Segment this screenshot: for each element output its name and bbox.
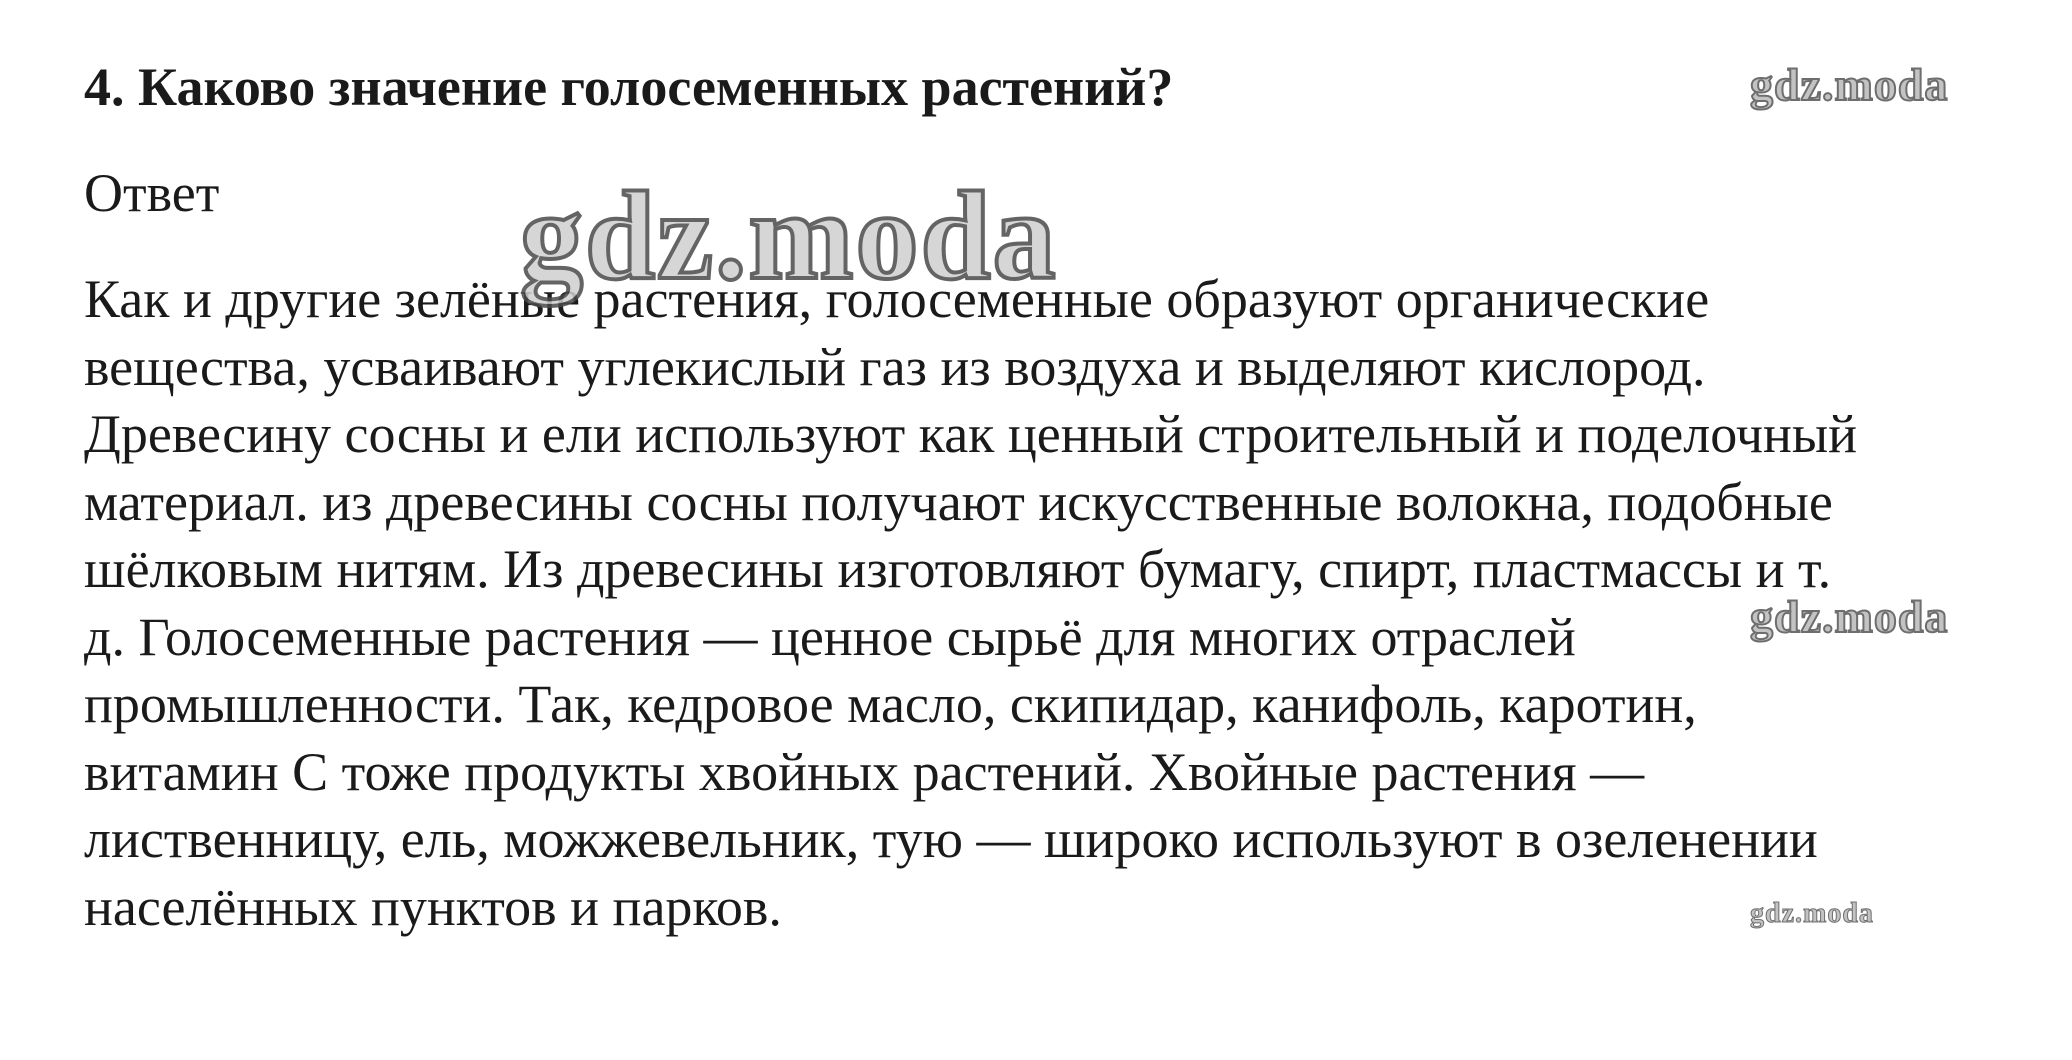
answer-line: витамин С тоже продукты хвойных растений. Хвойные растения — — [84, 741, 1645, 802]
answer-line: д. Голосеменные растения — ценное сырьё для многих отраслей — [84, 606, 1576, 667]
watermark-large: gdz.moda — [520, 167, 1058, 306]
answer-line: населённых пунктов и парков. — [84, 876, 782, 937]
answer-line: материал. из древесины сосны получают искусственные волокна, подобные — [84, 471, 1833, 532]
answer-label: Ответ — [84, 163, 220, 223]
question-heading: 4. Каково значение голосеменных растений? — [84, 57, 1174, 117]
answer-line: Древесину сосны и ели используют как ценный строительный и поделочный — [84, 404, 1858, 464]
watermark-bottom-right: gdz.moda — [1750, 898, 1874, 929]
watermark-middle-right: gdz.moda — [1750, 591, 1949, 642]
answer-line: шёлковым нитям. Из древесины изготовляют бумагу, спирт, пластмассы и т. — [84, 539, 1832, 599]
answer-line: Как и другие зелёные растения, голосеменные образуют органические — [84, 269, 1710, 329]
answer-line: вещества, усваивают углекислый газ из воздуха и выделяют кислород. — [84, 336, 1706, 397]
watermark-top-right: gdz.moda — [1750, 59, 1949, 110]
answer-text — [84, 266, 1857, 941]
answer-line: лиственницу, ель, можжевельник, тую — широко используют в озеленении — [84, 809, 1818, 869]
answer-line: промышленности. Так, кедровое масло, скипидар, канифоль, каротин, — [84, 674, 1697, 734]
